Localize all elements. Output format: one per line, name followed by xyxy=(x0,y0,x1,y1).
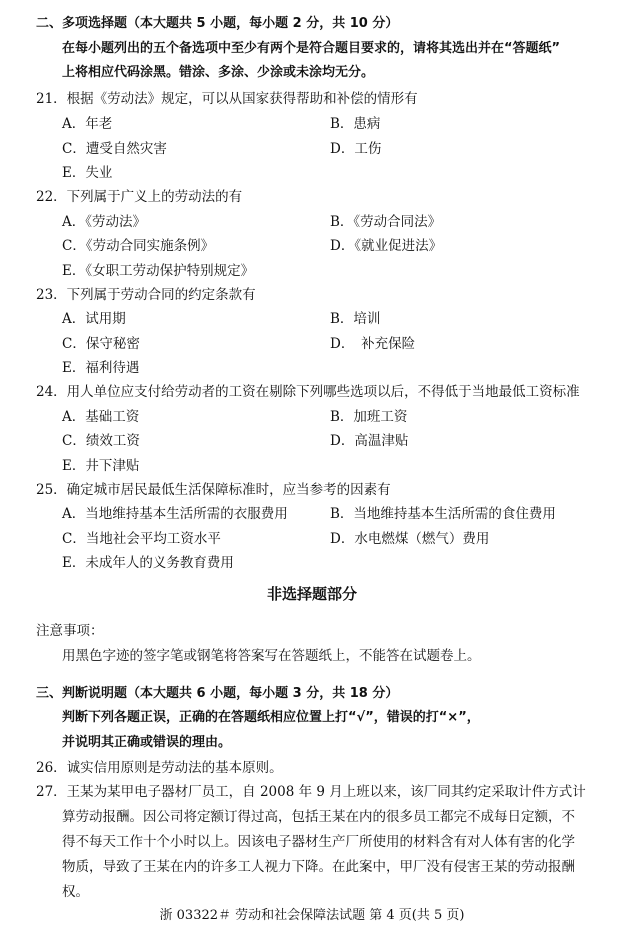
question-23-option-d: D． 补充保险 xyxy=(330,336,416,352)
question-23-option-a: A．试用期 xyxy=(62,311,126,327)
question-23-option-b: B．培训 xyxy=(330,311,381,327)
question-22-option-d: D．《就业促进法》 xyxy=(330,238,443,254)
question-25-option-b: B．当地维持基本生活所需的食住费用 xyxy=(330,506,556,522)
question-27-line-4: 物质，导致了王某在内的许多工人视力下降。在此案中，甲厂没有侵害王某的劳动报酬 xyxy=(62,859,575,875)
section3-title: 三、判断说明题（本大题共 6 小题，每小题 3 分，共 18 分） xyxy=(36,686,399,701)
question-27-line-1: 27．王某为某甲电子器材厂员工，自 2008 年 9 月上班以来，该厂同其约定采取计件方式计 xyxy=(36,784,586,800)
question-22-option-e: E．《女职工劳动保护特别规定》 xyxy=(62,263,255,279)
question-24-option-e: E．井下津贴 xyxy=(62,458,140,474)
question-22-option-c: C．《劳动合同实施条例》 xyxy=(62,238,215,254)
page-footer: 浙 03322＃ 劳动和社会保障法试题 第 4 页(共 5 页) xyxy=(159,908,465,923)
section3-instruction-1: 判断下列各题正误，正确的在答题纸相应位置上打“√”，错误的打“×”， xyxy=(62,710,480,725)
notice-label: 注意事项： xyxy=(36,623,104,639)
question-21-option-b: B．患病 xyxy=(330,116,381,132)
question-23-stem: 23．下列属于劳动合同的约定条款有 xyxy=(36,287,256,303)
question-22-option-b: B．《劳动合同法》 xyxy=(330,214,442,230)
question-25-option-a: A．当地维持基本生活所需的衣服费用 xyxy=(62,506,288,522)
question-25-stem: 25．确定城市居民最低生活保障标准时，应当参考的因素有 xyxy=(36,482,391,498)
question-25-option-c: C．当地社会平均工资水平 xyxy=(62,531,221,547)
question-21-stem: 21．根据《劳动法》规定，可以从国家获得帮助和补偿的情形有 xyxy=(36,91,418,107)
section2-title: 二、多项选择题（本大题共 5 小题，每小题 2 分，共 10 分） xyxy=(36,16,399,31)
question-23-option-e: E．福利待遇 xyxy=(62,360,140,376)
section3-instruction-2: 并说明其正确或错误的理由。 xyxy=(62,735,232,750)
question-22-stem: 22．下列属于广义上的劳动法的有 xyxy=(36,189,243,205)
notice-text: 用黑色字迹的签字笔或钢笔将答案写在答题纸上，不能答在试题卷上。 xyxy=(62,648,481,664)
question-21-option-e: E．失业 xyxy=(62,165,113,181)
question-24-option-a: A．基础工资 xyxy=(62,409,140,425)
question-21-option-a: A．年老 xyxy=(62,116,113,132)
question-23-option-c: C．保守秘密 xyxy=(62,336,140,352)
question-24-stem: 24．用人单位应支付给劳动者的工资在剔除下列哪些选项以后，不得低于当地最低工资标准 xyxy=(36,384,580,400)
question-24-option-c: C．绩效工资 xyxy=(62,433,140,449)
question-27-line-3: 得不每天工作十个小时以上。因该电子器材生产厂所使用的材料含有对人体有害的化学 xyxy=(62,834,575,850)
question-22-option-a: A．《劳动法》 xyxy=(62,214,146,230)
question-25-option-e: E．未成年人的义务教育费用 xyxy=(62,555,234,571)
question-24-option-b: B．加班工资 xyxy=(330,409,408,425)
section2-instruction-2: 上将相应代码涂黑。错涂、多涂、少涂或未涂均无分。 xyxy=(62,65,375,80)
question-24-option-d: D．高温津贴 xyxy=(330,433,409,449)
section2-instruction-1: 在每小题列出的五个备选项中至少有两个是符合题目要求的，请将其选出并在“答题纸” xyxy=(62,41,561,56)
question-26-stem: 26．诚实信用原则是劳动法的基本原则。 xyxy=(36,760,283,776)
question-21-option-d: D．工伤 xyxy=(330,141,382,157)
question-27-line-5: 权。 xyxy=(62,884,89,900)
nonchoice-heading: 非选择题部分 xyxy=(266,585,357,603)
question-21-option-c: C．遭受自然灾害 xyxy=(62,141,167,157)
question-25-option-d: D．水电燃煤（燃气）费用 xyxy=(330,531,490,547)
question-27-line-2: 算劳动报酬。因公司将定额订得过高，包括王某在内的很多员工都完不成每日定额，不 xyxy=(62,809,575,825)
